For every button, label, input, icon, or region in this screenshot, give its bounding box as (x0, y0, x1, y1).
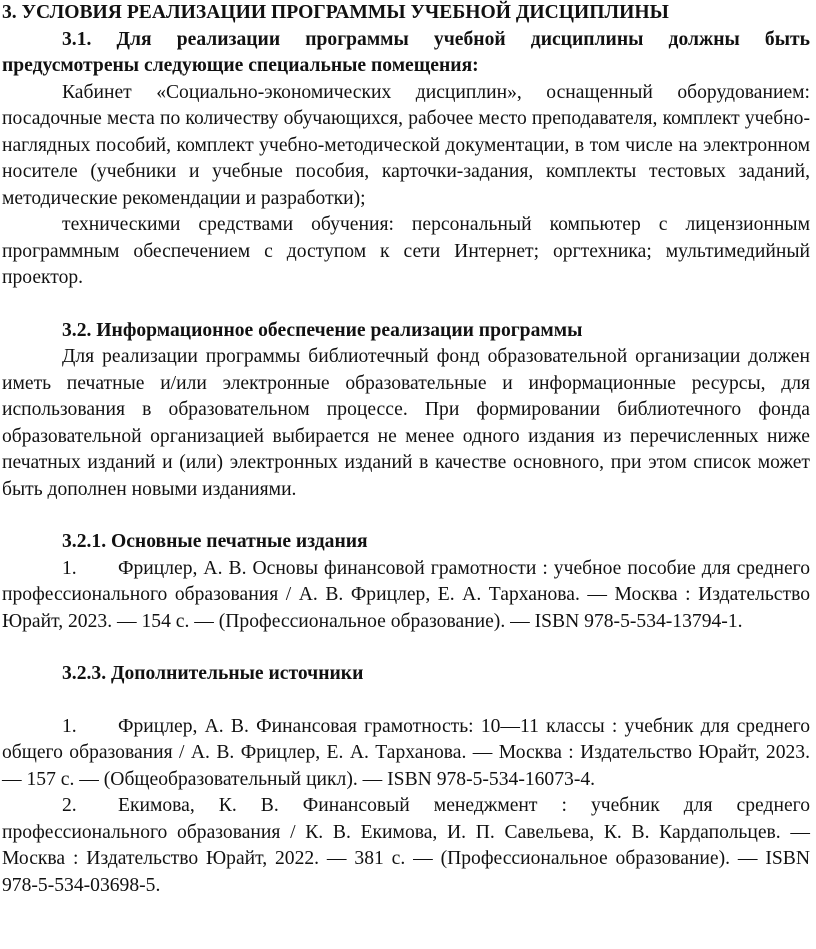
list-item (2, 556, 810, 636)
list-item (2, 714, 810, 794)
spacer (2, 635, 810, 661)
section-title: 3. УСЛОВИЯ РЕАЛИЗАЦИИ ПРОГРАММЫ УЧЕБНОЙ ДИСЦИПЛИНЫ (2, 2, 669, 23)
paragraph-library-fund: Для реализации программы библиотечный фонд образовательной организации должен иметь печатные и/или электронные образовательные и информационные ресурсы, для использования в образовательном процессе. При формировании библиотечного фонда образовательной организацией выбирается не менее одного издания из перечисленных ниже печатных изданий и (или) электронных изданий в качестве основного, при этом список может быть дополнен новыми изданиями. (2, 346, 810, 500)
paragraph-cabinet: Кабинет «Социально-экономических дисциплин», оснащенный оборудованием: посадочные места по количеству обучающихся, рабочее место преподавателя, комплект учебно-наглядных пособий, комплект учебно-методической документации, в том числе на электронном носителе (учебники и учебные пособия, карточки-задания, комплекты тестовых заданий, методические рекомендации и разработки); (2, 81, 810, 209)
list-item-text: Екимова, К. В. Финансовый менеджмент : учебник для среднего профессионального образования / К. В. Екимова, И. П. Савельева, К. В. Кардапольцев. — Москва : Издательство Юрайт, 2022. — 381 с. — (Профессиональное образование). — ISBN 978-5-534-03698-5. (2, 795, 810, 896)
list-item (2, 793, 810, 899)
heading-3-2: 3.2. Информационное обеспечение реализации программы (62, 319, 583, 341)
heading-3-1: 3.1. Для реализации программы учебной дисциплины должны быть предусмотрены следующие специальные помещения: (2, 28, 810, 76)
heading-3-2-3: 3.2.3. Дополнительные источники (62, 663, 364, 684)
paragraph-technical-means: техническими средствами обучения: персональный компьютер с лицензионным программным обеспечением с доступом к сети Интернет; оргтехника; мультимедийный проектор. (2, 214, 810, 288)
list-item-number: 1. (62, 715, 77, 737)
spacer (2, 688, 810, 714)
list-item-text: Фрицлер, А. В. Финансовая грамотность: 10—11 классы : учебник для среднего общего образования / А. В. Фрицлер, Е. А. Тарханова. — Москва : Издательство Юрайт, 2023. — 157 с. — (Общеобразовательный цикл). — ISBN 978-5-534-16073-4. (2, 715, 810, 790)
list-item-text: Фрицлер, А. В. Основы финансовой грамотности : учебное пособие для среднего профессионального образования / А. В. Фрицлер, Е. А. Тарханова. — Москва : Издательство Юрайт, 2023. — 154 с. — (Профессиональное образование). — ISBN 978-5-534-13794-1. (2, 557, 810, 632)
heading-3-2-1: 3.2.1. Основные печатные издания (62, 531, 368, 552)
spacer (2, 292, 810, 318)
spacer (2, 503, 810, 529)
list-item-number: 1. (62, 557, 77, 579)
list-item-number: 2. (62, 795, 77, 816)
